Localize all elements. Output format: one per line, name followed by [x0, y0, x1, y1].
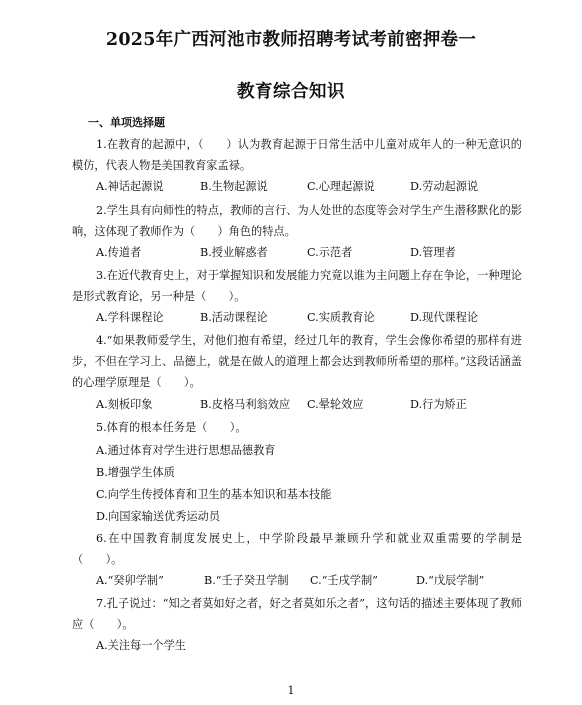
question-5-option-a: A.通过体育对学生进行思想品德教育 — [96, 444, 276, 457]
option-b: B.授业解惑者 — [200, 246, 268, 259]
option-a: A.刻板印象 — [96, 398, 153, 411]
option-c: C.心理起源说 — [307, 180, 375, 193]
option-d: D.劳动起源说 — [410, 180, 479, 193]
question-4: 4.“如果教师爱学生，对他们抱有希望，经过几年的教育，学生会像你希望的那样有进步，不但在学习上、品德上，就是在做人的道理上都会达到教师所希望的那样。”这段话涵盖的心理学原理是（ ）。 — [72, 334, 522, 389]
document-subtitle: 教育综合知识 — [237, 82, 345, 102]
option-c: C.实质教育论 — [307, 311, 375, 324]
option-a: A.“癸卯学制” — [96, 574, 164, 587]
option-a: A.传道者 — [96, 246, 142, 259]
option-b: B.生物起源说 — [200, 180, 268, 193]
option-d: D.行为矫正 — [410, 398, 467, 411]
question-5-option-b: B.增强学生体质 — [96, 466, 175, 479]
option-c: C.“壬戌学制” — [310, 574, 378, 587]
question-3: 3.在近代教育史上，对于掌握知识和发展能力究竟以谁为主问题上存在争论，一种理论是形式教育论，另一种是（ ）。 — [72, 269, 522, 303]
option-a: A.学科课程论 — [96, 311, 164, 324]
question-6: 6.在中国教育制度发展史上，中学阶段最早兼顾升学和就业双重需要的学制是（ ）。 — [72, 532, 522, 566]
question-5-option-d: D.向国家输送优秀运动员 — [96, 510, 221, 523]
question-5-option-c: C.向学生传授体育和卫生的基本知识和基本技能 — [96, 488, 332, 501]
page-number: 1 — [287, 684, 295, 697]
option-c: C.示范者 — [307, 246, 353, 259]
question-7-option-a: A.关注每一个学生 — [96, 639, 186, 652]
section-heading: 一、单项选择题 — [88, 116, 165, 129]
option-c: C.晕轮效应 — [307, 398, 364, 411]
question-5: 5.体育的根本任务是（ ）。 — [96, 421, 247, 434]
option-b: B.活动课程论 — [200, 311, 268, 324]
option-b: B.“壬子癸丑学制 — [204, 574, 289, 587]
option-d: D.管理者 — [410, 246, 456, 259]
option-d: D.现代课程论 — [410, 311, 479, 324]
document-title: 2025年广西河池市教师招聘考试考前密押卷一 — [105, 30, 477, 50]
option-d: D.“戊辰学制” — [416, 574, 485, 587]
question-2: 2.学生具有向师性的特点，教师的言行、为人处世的态度等会对学生产生潜移默化的影响，这体现了教师作为（ ）角色的特点。 — [72, 204, 522, 238]
option-b: B.皮格马利翁效应 — [200, 398, 291, 411]
option-a: A.神话起源说 — [96, 180, 164, 193]
question-1: 1.在教育的起源中，（ ）认为教育起源于日常生活中儿童对成年人的一种无意识的模仿，代表人物是美国教育家孟禄。 — [72, 138, 522, 172]
question-7: 7.孔子说过：“知之者莫如好之者，好之者莫如乐之者”，这句话的描述主要体现了教师应（ ）。 — [72, 597, 522, 631]
